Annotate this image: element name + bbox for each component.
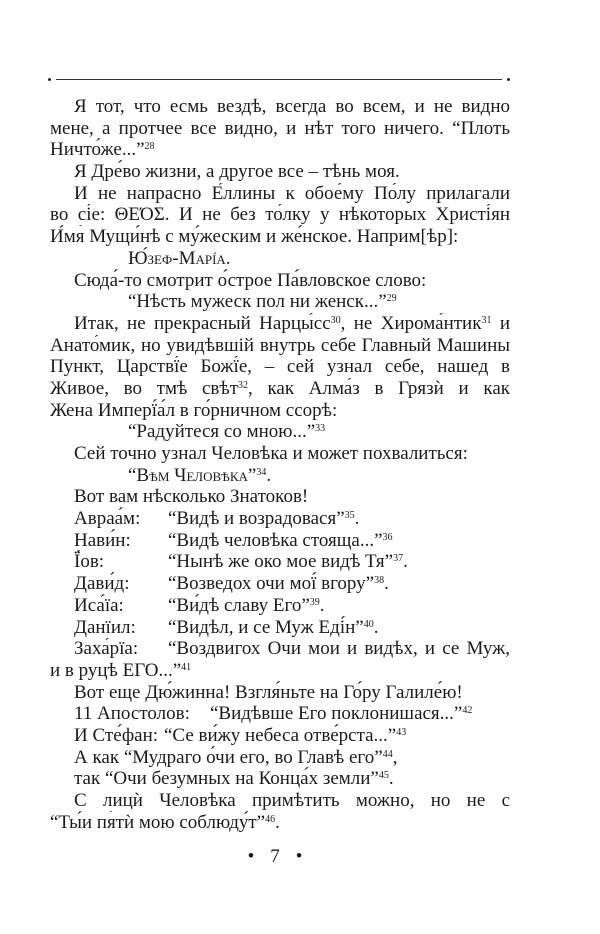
text-line <box>50 313 510 335</box>
speaker-name: Данїил: <box>74 616 136 638</box>
rule-dot-left <box>48 78 51 81</box>
line-text: “Ты́и пятѝ мою соблюду́т” <box>50 811 266 833</box>
line-text: и в руцѣ ЕГО...” <box>50 659 182 681</box>
text-line <box>50 768 510 790</box>
footnote-ref: 31 <box>481 314 492 326</box>
speaker-name: 11 Апостолов: <box>74 703 190 725</box>
text-line <box>50 421 510 443</box>
footnote-ref: 37 <box>393 553 404 565</box>
page-number-footer <box>0 846 550 868</box>
footnote-ref: 45 <box>378 770 389 782</box>
text-line <box>50 703 510 725</box>
line-text: Ничто́же...” <box>50 139 145 161</box>
footnote-ref: 34 <box>256 466 267 478</box>
text-line <box>50 573 510 595</box>
line-text: А как “Мудраго о́чи его, во Главѣ его” <box>74 746 383 768</box>
rule-dot-right <box>507 78 510 81</box>
line-text: И не напрасно Е́ллины к обое́му По́лу прилагали <box>74 182 510 204</box>
footnote-ref: 36 <box>382 531 393 543</box>
line-text: “Нѣсть мужеск пол ни женск...” <box>128 291 387 313</box>
text-line <box>50 291 510 313</box>
text-line <box>50 486 510 508</box>
body-text <box>50 96 510 833</box>
text-line <box>50 790 510 812</box>
text-line <box>50 356 510 378</box>
line-text: Вот вам нѣсколько Знатоков! <box>74 486 309 508</box>
line-text-tail: . <box>384 573 389 595</box>
line-text: “Радуйтеся со мною...” <box>128 421 316 443</box>
footnote-ref: 28 <box>144 141 155 153</box>
footnote-ref: 46 <box>265 813 276 825</box>
footnote-ref: 44 <box>382 748 393 760</box>
line-text: “Возведох очи мої́ вгору” <box>168 573 375 595</box>
line-text-tail: . <box>403 551 408 573</box>
page-number: 7 <box>270 846 280 867</box>
text-line <box>50 725 510 747</box>
line-text: “Видѣ и возрадовася” <box>168 508 345 530</box>
line-text: И́мя Мущи́нѣ с му́жеским и же́нское. Наприм[ѣр]: <box>50 226 459 248</box>
bullet-left: • <box>247 846 255 867</box>
text-line <box>50 96 510 118</box>
line-text-tail: . <box>319 594 325 616</box>
footnote-ref: 30 <box>330 314 341 326</box>
text-line <box>50 443 510 465</box>
line-text-tail: . <box>266 464 272 486</box>
line-text: “Се ви́жу небеса отве́рста...” <box>164 724 397 746</box>
line-text-tail: . <box>373 616 379 638</box>
line-text: Сей точно узнал Человѣка и может похвалиться: <box>74 443 468 464</box>
speaker-name: Иса́їа: <box>74 594 124 616</box>
line-text: Сюда́-то смотрит о́строе Па́вловское слово: <box>74 269 427 291</box>
line-text: Живое, во тмѣ свѣт <box>50 377 239 399</box>
line-text: мене, а протчее все видно, и нѣт того ничего. “Плоть <box>50 117 510 139</box>
line-text-tail: , <box>392 746 398 768</box>
text-line <box>50 139 510 161</box>
text-line <box>50 465 510 487</box>
line-text: Я Дре́во жизни, а другое все – тѣнь моя. <box>74 161 400 183</box>
line-text: Я тот, что есмь вездѣ, всегда во всем, и не видно <box>74 96 510 117</box>
footnote-ref: 35 <box>344 510 355 522</box>
text-line <box>50 551 510 573</box>
text-line <box>50 270 510 292</box>
text-line <box>50 682 510 704</box>
text-line <box>50 248 510 270</box>
rule-line <box>56 79 502 80</box>
speaker-name: Авраа́м: <box>74 508 141 530</box>
line-text-tail: , не Хирома́нтик <box>340 312 482 334</box>
footnote-ref: 29 <box>386 293 397 305</box>
text-line <box>50 378 510 400</box>
line-text: так “Очи безумных на Конца́х земли” <box>74 768 379 790</box>
line-text: “Вѣм Человѣка” <box>128 464 257 486</box>
speaker-name: Нави́н: <box>74 529 131 551</box>
text-line <box>50 508 510 530</box>
footnote-ref: 40 <box>363 618 374 630</box>
footnote-ref: 42 <box>462 705 473 717</box>
line-text-tail: . <box>275 811 280 833</box>
footnote-ref: 33 <box>315 423 326 435</box>
line-text: “Видѣл, и се Муж Еді́н” <box>168 616 364 638</box>
line-text: Анато́мик, но увидѣвшій внутрь себе Главный Машины <box>50 334 510 356</box>
line-text: “Видѣвше Его поклонишася...” <box>210 703 463 725</box>
line-text: Пункт, Царствї́е Божї́е, – сей узнал себе, нашед в <box>50 356 510 378</box>
speaker-name: Дави́д: <box>74 573 130 595</box>
footnote-ref: 39 <box>309 596 320 608</box>
line-text: Ю́зеф-Марі́а. <box>128 247 231 269</box>
text-line <box>50 161 510 183</box>
text-line <box>50 812 510 834</box>
line-text-tail: , как Алма́з в Грязѝ и как <box>248 377 510 399</box>
line-text: Вот еще Дю́жинна! Взгля́ньте на Го́ру Галиле́ю! <box>74 681 463 703</box>
line-text: Итак, не прекрасный Нарцы́сс <box>74 312 331 334</box>
line-text-tail: . <box>388 768 394 790</box>
text-line <box>50 335 510 357</box>
text-line <box>50 400 510 422</box>
text-line <box>50 617 510 639</box>
text-line <box>50 183 510 205</box>
speaker-name: Заха́рїа: <box>74 638 139 660</box>
line-text: “Ви́дѣ славу Его” <box>168 594 310 616</box>
line-text: Жена Имперї́а́л в го́рничном ссорѣ: <box>50 399 338 421</box>
text-line <box>50 638 510 660</box>
footnote-ref: 38 <box>374 575 385 587</box>
footnote-ref: 41 <box>181 661 192 673</box>
speaker-name: Ї́ов: <box>74 551 105 573</box>
text-line <box>50 747 510 769</box>
text-line <box>50 660 510 682</box>
line-text: “Видѣ человѣка стояща...” <box>168 529 383 551</box>
line-text: “Воздвигох Очи мои и видѣх, и се Муж, <box>168 638 510 660</box>
text-line <box>50 204 510 226</box>
text-line <box>50 595 510 617</box>
footnote-ref: 32 <box>238 379 249 391</box>
bullet-right: • <box>295 846 303 867</box>
line-text: С лицѝ Человѣка примѣтить можно, но не с <box>74 790 510 811</box>
line-text-tail: и <box>499 312 510 334</box>
line-text-tail: . <box>354 508 360 530</box>
footnote-ref: 43 <box>396 726 407 738</box>
text-line <box>50 530 510 552</box>
header-rule <box>48 78 510 82</box>
line-text: во сі́е: ΘΕΌΣ. И не без то́лку у нѣкоторых Христі́ян <box>50 204 510 226</box>
text-line <box>50 118 510 140</box>
speaker-name: И Сте́фан: <box>74 724 159 746</box>
line-text: “Нынѣ же око мое видѣ Тя” <box>168 551 394 573</box>
text-line <box>50 226 510 248</box>
